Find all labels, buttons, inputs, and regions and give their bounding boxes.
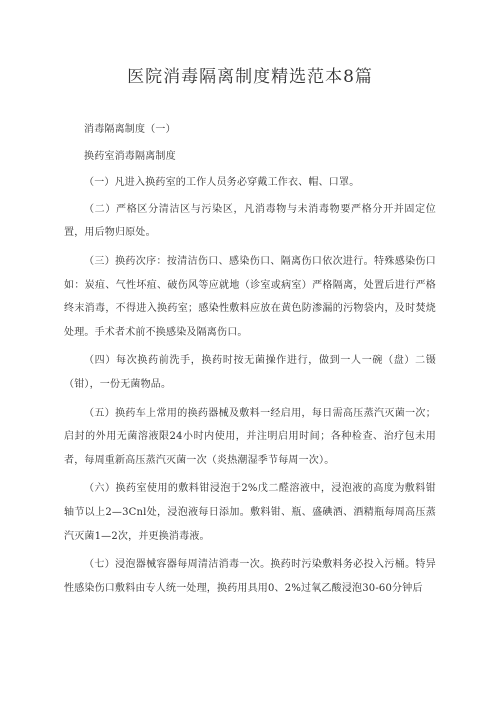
paragraph-2: （二）严格区分清洁区与污染区，凡消毒物与未消毒物要严格分开并固定位置，用后物归原处。 <box>64 203 436 239</box>
section-heading: 消毒隔离制度（一） <box>84 124 176 135</box>
document-body <box>64 118 436 600</box>
subsection-heading: 换药室消毒隔离制度 <box>84 150 176 162</box>
paragraph-6: （六）换药室使用的敷料钳浸泡于2%戊二醛溶液中，浸泡液的高度为敷料钳轴节以上2—3Cnl处，浸泡液每日添加。敷料钳、瓶、盛碘酒、酒精瓶每周高压蒸汽灭菌1—2次，并更换消毒液。 <box>64 483 436 542</box>
paragraph-4: （四）每次换药前洗手，换药时按无菌操作进行，做到一人一碗（盘）二镊（钳），一份无菌物品。 <box>64 355 436 390</box>
paragraph-7: （七）浸泡器械容器每周清洁消毒一次。换药时污染敷料务必投入污桶。特异性感染伤口敷料由专人统一处理，换药用具用0、2%过氧乙酸浸泡30-60分钟后 <box>64 559 436 594</box>
paragraph-5: （五）换药车上常用的换药器械及敷料一经启用，每日需高压蒸汽灭菌一次；启封的外用无菌溶液限24小时内使用，并注明启用时间；各种检查、治疗包未用者，每周重新高压蒸汽灭菌一次（炎热潮湿季节每周一次）。 <box>64 407 436 466</box>
paragraph-1: （一）凡进入换药室的工作人员务必穿戴工作衣、帽、口罩。 <box>84 177 360 189</box>
document-title: 医院消毒隔离制度精选范本8篇 <box>127 67 373 87</box>
paragraph-3: （三）换药次序：按清洁伤口、感染伤口、隔离伤口依次进行。特殊感染伤口如：炭疽、气性坏疽、破伤风等应就地（诊室或病室）严格隔离，处置后进行严格终末消毒，不得进入换药室；感染性敷料应放在黄色防渗漏的污物袋内，及时焚烧处理。手术者术前不换感染及隔离伤口。 <box>64 255 436 338</box>
